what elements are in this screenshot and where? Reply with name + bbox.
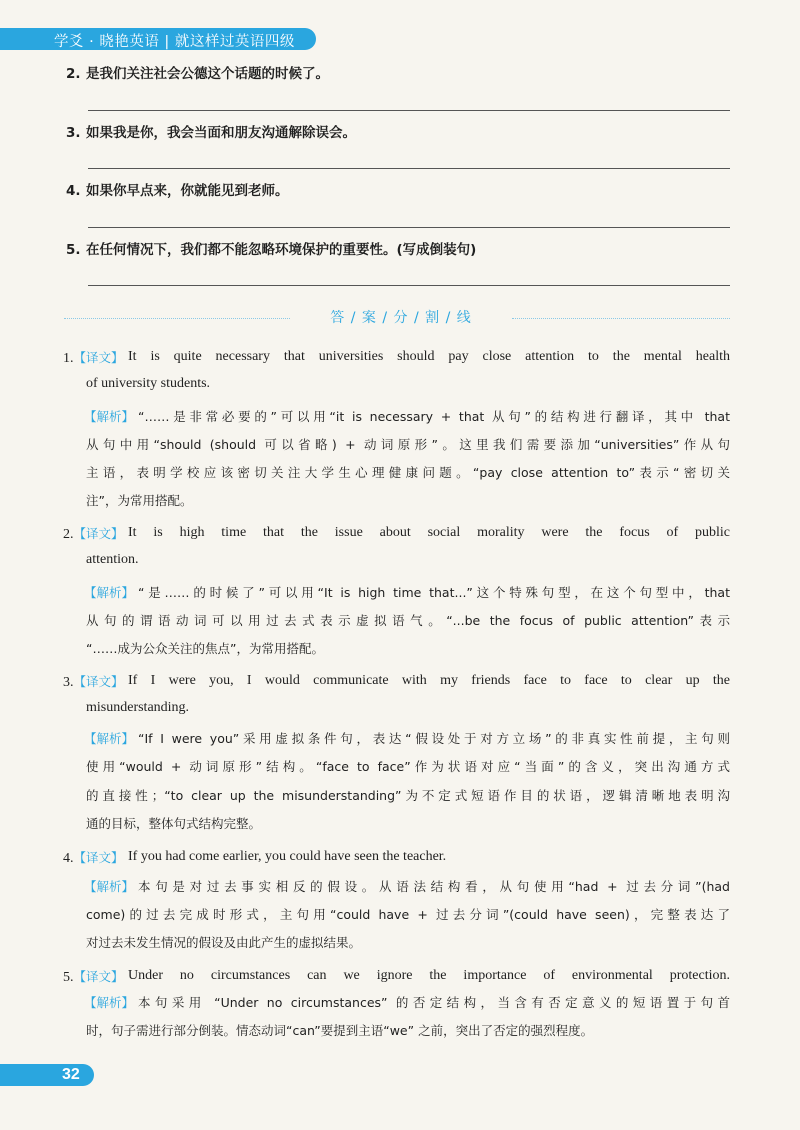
question-item: 4. 如果你早点来，你就能见到老师。 (66, 183, 289, 199)
analysis-line: come)的过去完成时形式，主句用“could have + 过去分词”(could have seen)，完整表达了 (86, 907, 730, 922)
page-number: 32 (62, 1066, 80, 1083)
translation-line: If you had come earlier, you could have seen the teacher. (128, 849, 447, 864)
answer-blank-line (88, 227, 730, 228)
analysis-line: 使用“would + 动词原形”结构。“face to face”作为状语对应“当面”的含义，突出沟通方式 (86, 759, 730, 774)
answer-item: 4.【译文】 (63, 850, 124, 866)
analysis-line: “If I were you”采用虚拟条件句，表达“假设处于对方立场”的非真实性前提，主句则 (138, 731, 730, 746)
analysis-line: “……成为公众关注的焦点”，为常用搭配。 (86, 641, 324, 656)
translation-line: Under no circumstances can we ignore the importance of environmental protection. (128, 968, 730, 983)
analysis-tag: 【解析】 (84, 731, 135, 746)
divider-right-rule (512, 318, 730, 319)
answer-item: 3.【译文】 (63, 674, 124, 690)
analysis-line: 注”，为常用搭配。 (86, 493, 193, 508)
header-title: 学爻 · 晓艳英语 | 就这样过英语四级 (54, 34, 295, 50)
analysis-line: 从句的谓语动词可以用过去式表示虚拟语气。“...be the focus of public attention”表示 (86, 613, 730, 628)
analysis-line: 本句采用 “Under no circumstances” 的否定结构，当含有否定意义的短语置于句首 (138, 995, 730, 1010)
translation-line: It is high time that the issue about social morality were the focus of public (128, 525, 730, 540)
analysis-tag: 【解析】 (84, 879, 135, 894)
analysis-line: 本句是对过去事实相反的假设。从语法结构看，从句使用“had + 过去分词”(had (138, 879, 730, 894)
answer-item: 2.【译文】 (63, 526, 124, 542)
analysis-line: 通的目标，整体句式结构完整。 (86, 816, 262, 831)
analysis-tag: 【解析】 (84, 995, 135, 1010)
answer-item: 5.【译文】 (63, 969, 124, 985)
analysis-line: “是……的时候了”可以用“It is high time that...”这个特殊句型，在这个句型中，that (138, 585, 730, 600)
analysis-line: 对过去未发生情况的假设及由此产生的虚拟结果。 (86, 935, 362, 950)
analysis-line: “……是非常必要的”可以用“it is necessary + that 从句”的结构进行翻译，其中 that (138, 409, 730, 424)
analysis-tag: 【解析】 (84, 585, 135, 600)
analysis-line: 主语，表明学校应该密切关注大学生心理健康问题。“pay close attention to”表示“密切关 (86, 465, 730, 480)
analysis-line: 从句中用“should (should 可以省略) + 动词原形”。这里我们需要添加“universities”作从句 (86, 437, 730, 452)
answer-divider-label: 答 / 案 / 分 / 割 / 线 (330, 310, 472, 326)
analysis-line: 的直接性；“to clear up the misunderstanding”为不定式短语作目的状语，逻辑清晰地表明沟 (86, 788, 730, 803)
question-item: 3. 如果我是你，我会当面和朋友沟通解除误会。 (66, 125, 356, 141)
answer-blank-line (88, 285, 730, 286)
analysis-tag: 【解析】 (84, 409, 135, 424)
analysis-line: 时，句子需进行部分倒装。情态动词“can”要提到主语“we” 之前，突出了否定的强烈程度。 (86, 1023, 594, 1038)
divider-left-rule (64, 318, 290, 319)
answer-blank-line (88, 168, 730, 169)
translation-line: of university students. (86, 376, 211, 391)
answer-item: 1.【译文】 (63, 350, 124, 366)
question-item: 5. 在任何情况下，我们都不能忽略环境保护的重要性。(写成倒装句) (66, 242, 477, 258)
answer-blank-line (88, 110, 730, 111)
translation-line: attention. (86, 552, 139, 567)
question-item: 2. 是我们关注社会公德这个话题的时候了。 (66, 66, 329, 82)
translation-line: It is quite necessary that universities should pay close attention to the mental health (128, 349, 730, 364)
translation-line: misunderstanding. (86, 700, 190, 715)
translation-line: If I were you, I would communicate with my friends face to face to clear up the (128, 673, 730, 688)
